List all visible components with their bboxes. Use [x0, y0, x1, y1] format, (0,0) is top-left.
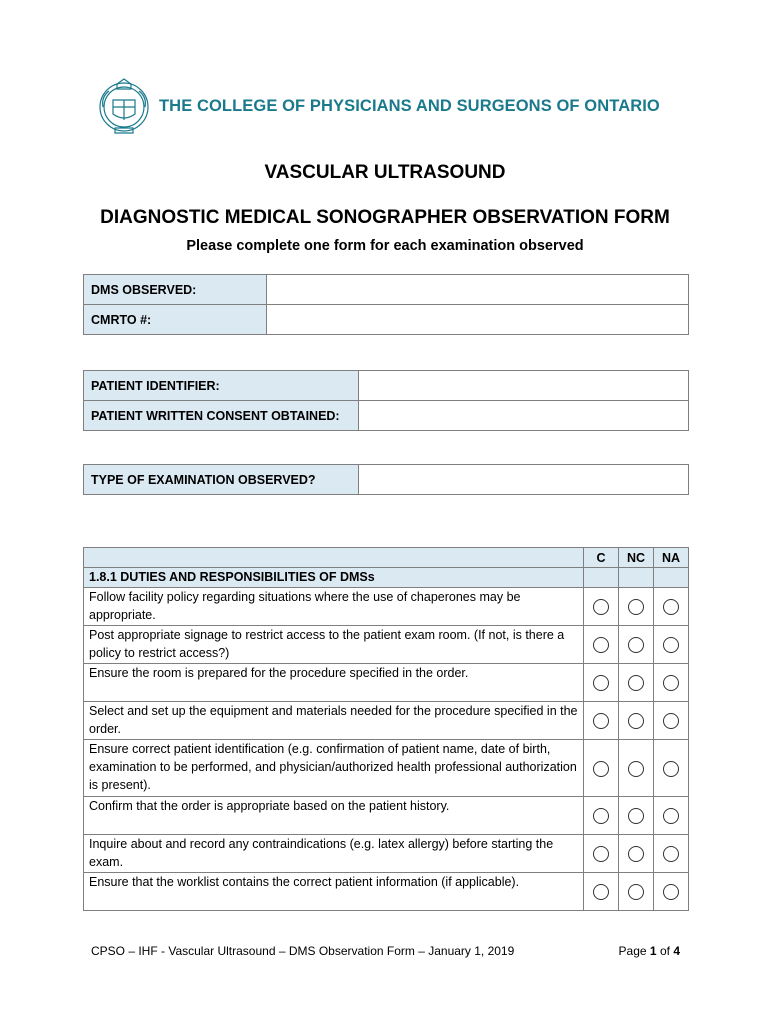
- form-title: VASCULAR ULTRASOUND: [264, 162, 506, 183]
- radio-nc[interactable]: [628, 846, 644, 862]
- checklist-row: [84, 664, 689, 702]
- page-current: 1: [649, 944, 657, 958]
- checklist-item-text: Ensure correct patient identification (e.g. confirmation of patient name, date of birth, examination to be performed, and physician/authorized health professional authorization is present).: [84, 740, 584, 797]
- radio-na[interactable]: [663, 637, 679, 653]
- patient-consent-field[interactable]: [359, 401, 689, 431]
- dms-observed-field[interactable]: [267, 275, 689, 305]
- org-name: THE COLLEGE OF PHYSICIANS AND SURGEONS OF ONTARIO: [159, 96, 660, 115]
- footer-doc-title: CPSO – IHF - Vascular Ultrasound – DMS Observation Form – January 1, 2019: [91, 944, 515, 958]
- checklist-row: [84, 588, 689, 626]
- radio-na[interactable]: [663, 675, 679, 691]
- exam-type-field[interactable]: [359, 465, 689, 495]
- radio-nc[interactable]: [628, 599, 644, 615]
- checklist-row: [84, 835, 689, 873]
- radio-na[interactable]: [663, 846, 679, 862]
- patient-identifier-label: PATIENT IDENTIFIER:: [84, 371, 359, 401]
- exam-type-table: [83, 464, 689, 495]
- section-row: [84, 568, 689, 588]
- radio-na[interactable]: [663, 808, 679, 824]
- page-label: Page: [618, 944, 647, 958]
- radio-na[interactable]: [663, 884, 679, 900]
- radio-c[interactable]: [593, 713, 609, 729]
- cmrto-field[interactable]: [267, 305, 689, 335]
- radio-c[interactable]: [593, 884, 609, 900]
- radio-c[interactable]: [593, 637, 609, 653]
- page-footer: [91, 944, 680, 958]
- radio-na[interactable]: [663, 599, 679, 615]
- dms-observed-label: DMS OBSERVED:: [84, 275, 267, 305]
- radio-nc[interactable]: [628, 675, 644, 691]
- checklist-item-text: Post appropriate signage to restrict access to the patient exam room. (If not, is there a policy to restrict access?): [84, 626, 584, 664]
- section-title: 1.8.1 DUTIES AND RESPONSIBILITIES OF DMSs: [84, 568, 584, 588]
- checklist-row: [84, 626, 689, 664]
- radio-na[interactable]: [663, 761, 679, 777]
- patient-info-table: [83, 370, 689, 431]
- checklist-row: [84, 873, 689, 911]
- radio-c[interactable]: [593, 761, 609, 777]
- checklist-row: [84, 740, 689, 797]
- patient-consent-label: PATIENT WRITTEN CONSENT OBTAINED:: [84, 401, 359, 431]
- checklist-header-blank: [84, 548, 584, 568]
- column-c: C: [584, 548, 619, 568]
- checklist-item-text: Select and set up the equipment and materials needed for the procedure specified in the order.: [84, 702, 584, 740]
- radio-nc[interactable]: [628, 808, 644, 824]
- radio-nc[interactable]: [628, 884, 644, 900]
- radio-nc[interactable]: [628, 761, 644, 777]
- checklist-item-text: Ensure that the worklist contains the correct patient information (if applicable).: [84, 873, 584, 911]
- college-crest-logo: [97, 76, 151, 136]
- page-number: [619, 944, 680, 958]
- page-of: of: [659, 944, 670, 958]
- form-instruction: Please complete one form for each examination observed: [186, 238, 584, 254]
- checklist-item-text: Follow facility policy regarding situations where the use of chaperones may be appropriate.: [84, 588, 584, 626]
- page-total: 4: [673, 944, 680, 958]
- checklist-item-text: Confirm that the order is appropriate based on the patient history.: [84, 797, 584, 835]
- checklist-header-row: [84, 548, 689, 568]
- radio-nc[interactable]: [628, 637, 644, 653]
- header: [97, 76, 660, 136]
- checklist-item-text: Inquire about and record any contraindications (e.g. latex allergy) before starting the exam.: [84, 835, 584, 873]
- dms-info-table: [83, 274, 689, 335]
- radio-c[interactable]: [593, 846, 609, 862]
- checklist-item-text: Ensure the room is prepared for the procedure specified in the order.: [84, 664, 584, 702]
- checklist-row: [84, 702, 689, 740]
- checklist-table: [83, 547, 689, 911]
- column-na: NA: [654, 548, 689, 568]
- cmrto-label: CMRTO #:: [84, 305, 267, 335]
- radio-c[interactable]: [593, 808, 609, 824]
- patient-identifier-field[interactable]: [359, 371, 689, 401]
- radio-nc[interactable]: [628, 713, 644, 729]
- radio-na[interactable]: [663, 713, 679, 729]
- section-cell-na: [654, 568, 689, 588]
- form-subtitle: DIAGNOSTIC MEDICAL SONOGRAPHER OBSERVATION FORM: [100, 207, 670, 228]
- checklist-row: [84, 797, 689, 835]
- radio-c[interactable]: [593, 675, 609, 691]
- radio-c[interactable]: [593, 599, 609, 615]
- exam-type-label: TYPE OF EXAMINATION OBSERVED?: [84, 465, 359, 495]
- section-cell-nc: [619, 568, 654, 588]
- column-nc: NC: [619, 548, 654, 568]
- section-cell-c: [584, 568, 619, 588]
